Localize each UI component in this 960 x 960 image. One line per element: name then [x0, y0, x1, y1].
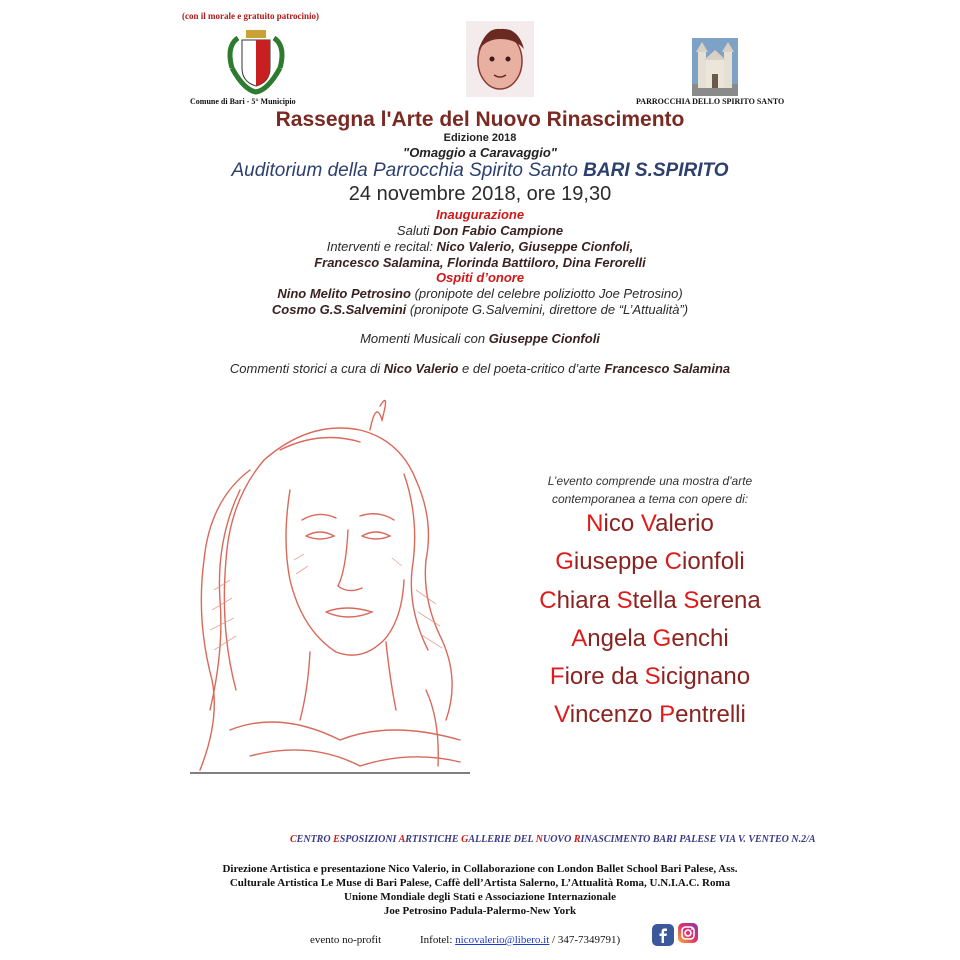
church-photo-icon [692, 38, 738, 96]
centro-part: RTISTICHE [405, 834, 462, 845]
infotel-label: Infotel: [420, 934, 456, 946]
interventi-line [0, 239, 960, 254]
venue [0, 160, 960, 182]
instagram-icon[interactable] [678, 923, 698, 943]
artist-part: icignano [660, 663, 751, 690]
centro-part: ENTRO [296, 834, 334, 845]
saluti-line [0, 223, 960, 238]
edition: Edizione 2018 [443, 132, 517, 144]
omaggio-subtitle: "Omaggio a Caravaggio" [403, 145, 557, 160]
musicali-label: Momenti Musicali con [360, 331, 489, 346]
centro-part: INASCIMENTO BARI PALESE VIA V. VENTEO N.2/A [580, 834, 816, 845]
event-title: Rassegna l'Arte del Nuovo Rinascimento [275, 108, 685, 131]
coat-of-arms-logo [224, 28, 288, 96]
guest1-note: (pronipote del celebre poliziotto Joe Petrosino) [410, 286, 683, 301]
artist-initial: P [659, 701, 676, 728]
exhibition-intro-1: L’evento comprende una mostra d'arte [547, 474, 753, 488]
artist-initial: N [586, 510, 604, 537]
artist-initial: F [549, 663, 565, 690]
centro-initial: R [573, 834, 581, 845]
interventi-label: Interventi e recital: [326, 239, 437, 254]
email-link[interactable]: nicovalerio@libero.it [455, 934, 550, 946]
centro-part: UOVO [542, 834, 574, 845]
direzione-line-2: Culturale Artistica Le Muse di Bari Palese, Caffè dell’Artista Salerno, L’Attualità Roma, U.N.I.A.C. Roma [229, 877, 731, 889]
interventi-names-2: Francesco Salamina, Florinda Battiloro, Dina Ferorelli [314, 255, 646, 270]
artist-part: iuseppe [573, 548, 665, 575]
artist-initial: V [640, 510, 656, 537]
exhibition-intro-2: contemporanea a tema con opere di: [551, 492, 749, 506]
artist-initial: A [571, 625, 588, 652]
portrait-sketch-icon [466, 21, 534, 97]
guest-line-2 [0, 302, 960, 317]
commenti-text-1: Commenti storici a cura di [229, 361, 384, 376]
centro-initial: C [290, 834, 297, 845]
artist-part: erena [699, 587, 761, 614]
artist-part: incenzo [569, 701, 660, 728]
musicali-line [0, 331, 960, 346]
centro-initial: A [398, 834, 406, 845]
artist-part: alerio [655, 510, 714, 537]
guest2-name: Cosmo G.S.Salvemini [271, 302, 407, 317]
artist-part: hiara [556, 587, 617, 614]
artist-part: ico [603, 510, 641, 537]
centro-part: SPOSIZIONI [339, 834, 399, 845]
guest2-note: (pronipote G.Salvemini, direttore de “L’Attualità”) [406, 302, 689, 317]
exhibition-intro [520, 472, 780, 508]
saluti-name: Don Fabio Campione [433, 223, 564, 238]
artist-part: ngela [587, 625, 653, 652]
patrocinio-note: (con il morale e gratuito patrocinio) [182, 11, 320, 21]
artist-name [480, 510, 820, 538]
artist-initial: V [554, 701, 570, 728]
artist-part: ionfoli [682, 548, 745, 575]
artist-part: entrelli [675, 701, 746, 728]
venue-place: BARI S.SPIRITO [583, 160, 729, 181]
artist-name [480, 587, 820, 615]
guest1-name: Nino Melito Petrosino [277, 286, 411, 301]
direzione-line-3: Unione Mondiale degli Stati e Associazione Internazionale [344, 891, 616, 903]
infotel-line [420, 934, 620, 946]
parrocchia-label: PARROCCHIA DELLO SPIRITO SANTO [636, 97, 785, 106]
direzione-line-1: Direzione Artistica e presentazione Nico Valerio, in Collaborazione con London Ballet School Bari Palese, Ass. [222, 863, 738, 875]
direzione-artistica [150, 862, 810, 918]
comune-label: Comune di Bari - 5° Municipio [190, 97, 296, 106]
artist-name [480, 548, 820, 576]
saluti-label: Saluti [396, 223, 434, 238]
artist-name [480, 625, 820, 653]
artist-initial: S [683, 587, 700, 614]
venue-text: Auditorium della Parrocchia Spirito Santo [231, 160, 584, 181]
no-profit-label: evento no-profit [310, 934, 382, 946]
artist-part: tella [632, 587, 684, 614]
commenti-line [0, 361, 960, 376]
artist-part: iore da [564, 663, 645, 690]
artist-initial: G [652, 625, 672, 652]
inaugurazione-heading: Inaugurazione [435, 207, 525, 222]
centro-esposizioni-line [290, 834, 816, 845]
direzione-line-4: Joe Petrosino Padula-Palermo-New York [383, 905, 577, 917]
guest-line-1 [0, 286, 960, 301]
interventi-line-2 [0, 255, 960, 270]
artist-initial: S [644, 663, 661, 690]
portrait-drawing-illustration [190, 390, 470, 776]
commenti-name-1: Nico Valerio [383, 361, 459, 376]
artist-initial: C [539, 587, 557, 614]
event-date: 24 novembre 2018, ore 19,30 [348, 183, 612, 205]
centro-part: ALLERIE DEL [468, 834, 536, 845]
artist-name [480, 701, 820, 729]
commenti-text-2: e del poeta-critico d’arte [458, 361, 605, 376]
artist-initial: C [664, 548, 683, 575]
artist-part: enchi [671, 625, 729, 652]
centro-initial: N [535, 834, 543, 845]
centro-initial: E [333, 834, 340, 845]
interventi-names: Nico Valerio, Giuseppe Cionfoli, [436, 239, 634, 254]
musicali-name: Giuseppe Cionfoli [488, 331, 600, 346]
artist-initial: S [616, 587, 633, 614]
centro-initial: G [461, 834, 469, 845]
artist-initial: G [555, 548, 574, 575]
ospiti-heading: Ospiti d’onore [435, 270, 525, 285]
artist-name [480, 663, 820, 691]
phone-number: / 347-7349791) [549, 934, 621, 946]
commenti-name-2: Francesco Salamina [604, 361, 731, 376]
facebook-icon[interactable] [652, 924, 674, 946]
